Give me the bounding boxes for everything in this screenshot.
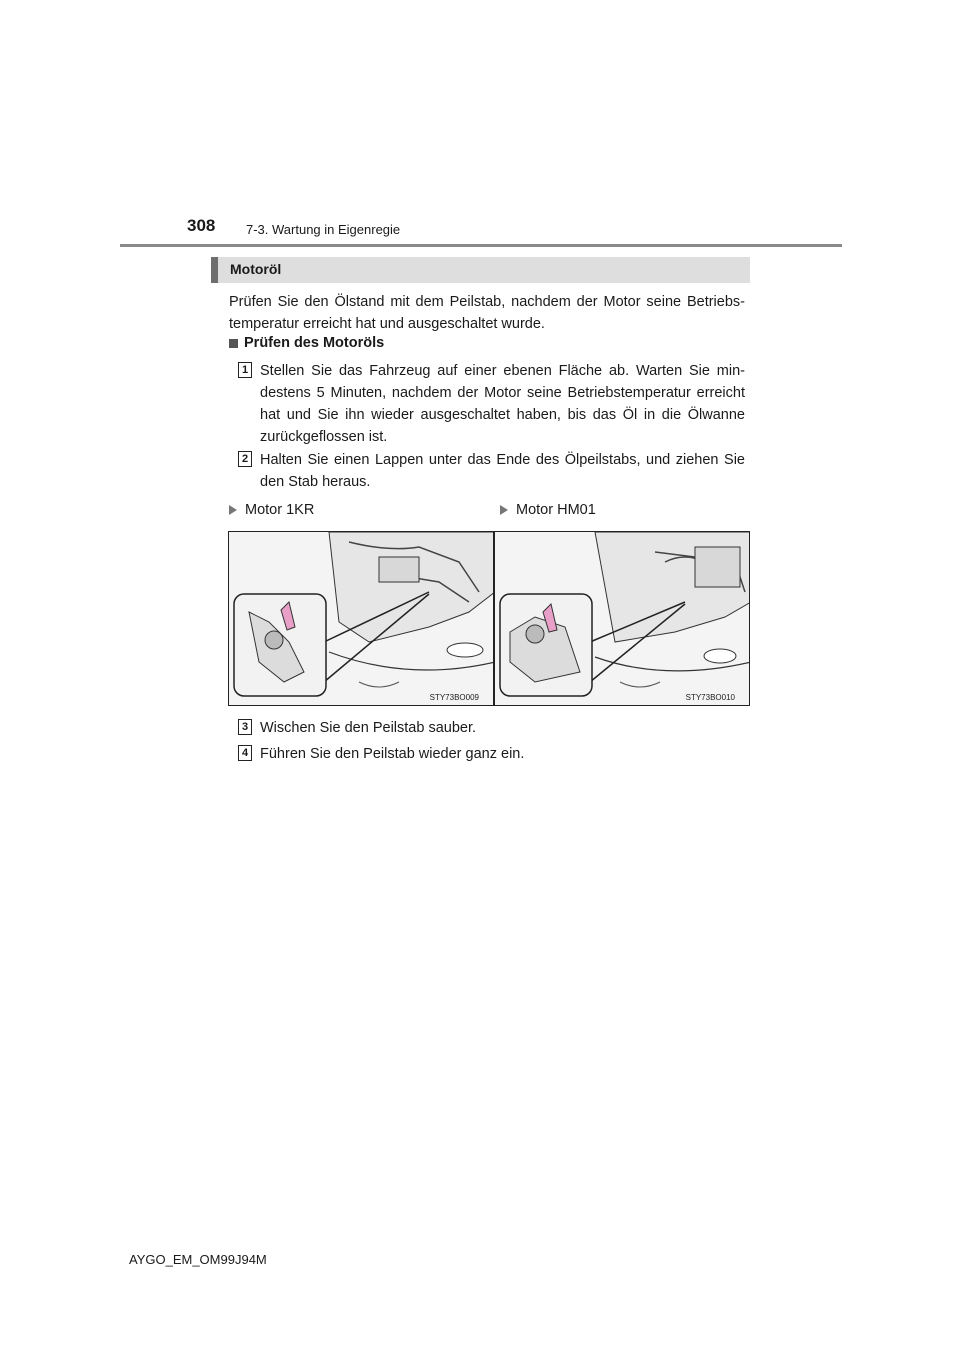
figure-label-text: Motor 1KR <box>245 502 315 518</box>
section-label: 7-3. Wartung in Eigenregie <box>246 222 401 237</box>
step-text-4: Führen Sie den Peilstab wieder ganz ein. <box>260 746 525 762</box>
figure-label-1kr <box>229 502 314 518</box>
step-number-4: 4 <box>238 745 252 761</box>
triangle-bullet-icon <box>500 505 508 515</box>
page-number: 308 <box>187 216 216 235</box>
step-number-3: 3 <box>238 719 252 735</box>
step-text-1: Stellen Sie das Fahrzeug auf einer ebenen Fläche ab. Warten Sie min-destens 5 Minuten, nachdem der Motor seine Betriebstemperatur erreicht hat und Sie ihn wieder ausgeschaltet haben, bis das Öl in die Ölwanne zurückgeflossen ist. <box>260 363 745 445</box>
step-number-1: 1 <box>238 362 252 378</box>
page-title: Motoröl <box>230 261 282 277</box>
engine-illustration-1kr <box>228 531 494 706</box>
bullet-square-icon <box>229 339 238 348</box>
step-text-2: Halten Sie einen Lappen unter das Ende des Ölpeilstabs, und ziehen Sie den Stab heraus. <box>260 452 745 490</box>
step-text-3: Wischen Sie den Peilstab sauber. <box>260 720 477 736</box>
title-bar <box>211 257 750 283</box>
figure-code: STY73BO010 <box>685 693 735 702</box>
header-rule <box>120 244 842 247</box>
figure-label-text: Motor HM01 <box>516 502 596 518</box>
step-number-2: 2 <box>238 451 252 467</box>
subheading-text: Prüfen des Motoröls <box>244 335 385 351</box>
triangle-bullet-icon <box>229 505 237 515</box>
figure-code: STY73BO009 <box>429 693 479 702</box>
footer-doc-id: AYGO_EM_OM99J94M <box>129 1252 267 1267</box>
engine-bay-drawing <box>495 532 750 706</box>
intro-paragraph: Prüfen Sie den Ölstand mit dem Peilstab, nachdem der Motor seine Betriebs-temperatur erreicht hat und ausgeschaltet wurde. <box>229 294 745 332</box>
engine-bay-drawing <box>229 532 494 706</box>
subheading <box>229 335 384 351</box>
engine-illustration-hm01 <box>494 531 750 706</box>
figure-label-hm01 <box>500 502 596 518</box>
